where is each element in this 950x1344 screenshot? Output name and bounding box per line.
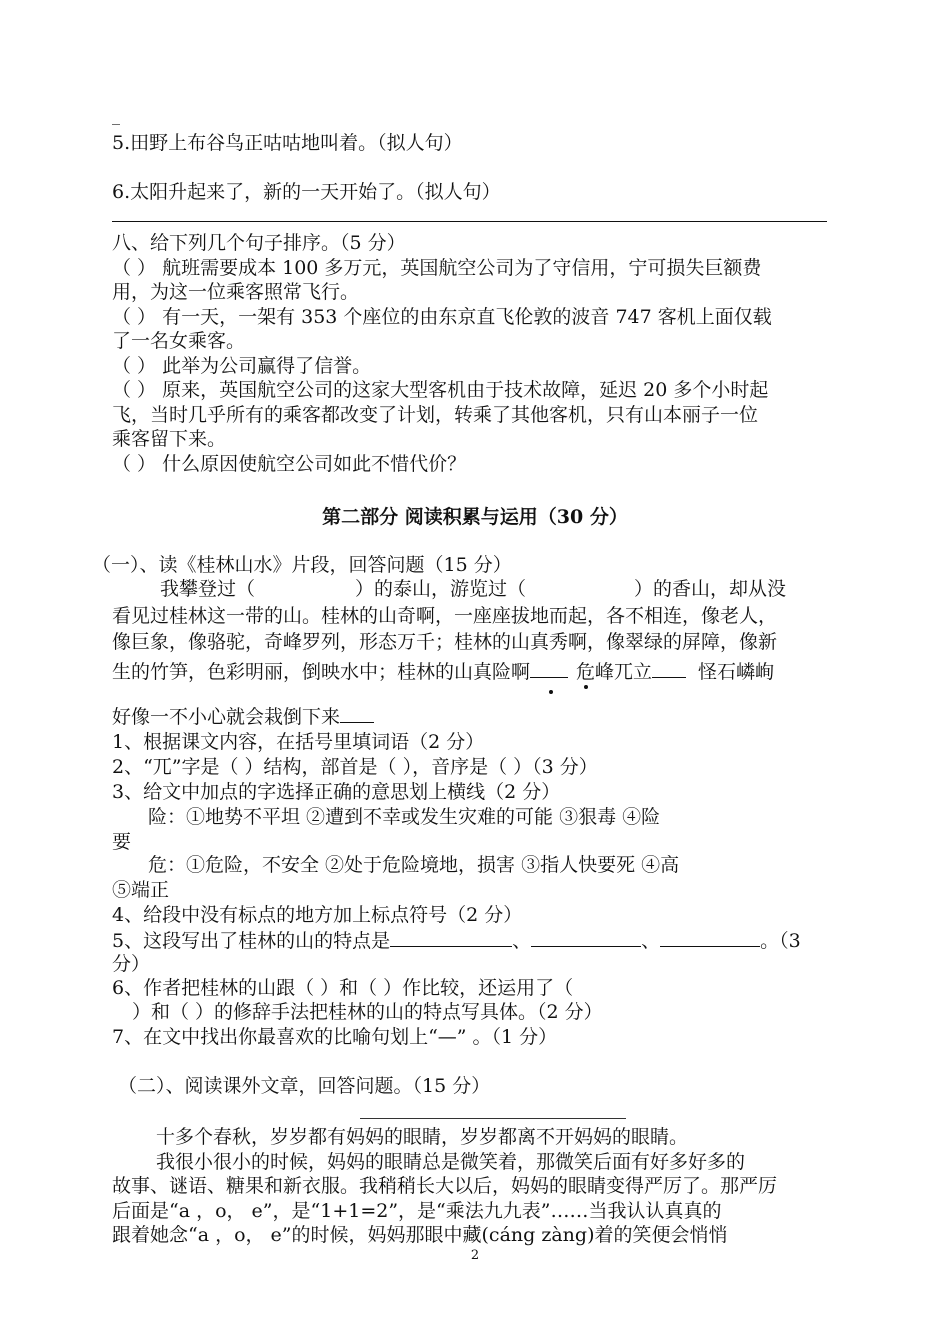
passage-line-1-a: 我攀登过（ bbox=[160, 578, 256, 600]
question-3-wei-line-2: ⑤端正 bbox=[112, 879, 170, 901]
passage-line-5 bbox=[112, 704, 374, 729]
part-2-heading: 第二部分 阅读积累与运用（30 分） bbox=[322, 506, 628, 528]
reading-1-question-4: 4、给段中没有标点的地方加上标点符号（2 分） bbox=[112, 904, 523, 926]
passage-line-1 bbox=[160, 577, 786, 601]
article-line-5: 跟着她念“a ，o， e”的时候，妈妈那眼中藏(cáng zàng)着的笑便会悄悄 bbox=[112, 1224, 728, 1246]
sentence-4-line-1: （ ） 原来，英国航空公司的这家大型客机由于技术故障，延迟 20 多个小时起 bbox=[112, 379, 769, 401]
answer-blank-2 bbox=[531, 928, 641, 947]
top-mark: _ bbox=[112, 106, 120, 125]
passage-line-4-c3: 怪石嶙峋 bbox=[698, 661, 775, 683]
article-line-4: 后面是“a ，o， e”，是“1+1=2”，是“乘法九九表”……当我认认真真的 bbox=[112, 1200, 722, 1222]
page-number: 2 bbox=[470, 1248, 480, 1263]
question-6: 6.太阳升起来了，新的一天开始了。（拟人句） bbox=[112, 181, 501, 203]
question-5-sep-2: 、 bbox=[641, 930, 661, 952]
sentence-2-line-1: （ ） 有一天，一架有 353 个座位的由东京直飞伦敦的波音 747 客机上面仅载 bbox=[112, 306, 772, 328]
section-8-title: 八、给下列几个句子排序。（5 分） bbox=[112, 232, 406, 254]
passage-line-1-c: ）的香山，却从没 bbox=[634, 578, 787, 600]
question-5-end: 。（3 bbox=[760, 930, 801, 952]
passage-line-4-c2: 峰兀立 bbox=[595, 661, 653, 683]
question-5-sep-1: 、 bbox=[512, 930, 532, 952]
reading-1-question-2: 2、“兀”字是（ ）结构，部首是（ ），音序是（ ）（3 分） bbox=[112, 756, 598, 778]
reading-1-question-6-line-1: 6、作者把桂林的山跟（ ）和（ ）作比较，还运用了（ bbox=[112, 977, 574, 999]
reading-1-question-5 bbox=[112, 928, 801, 953]
punctuation-blank-3 bbox=[340, 704, 374, 723]
passage-line-4-text: 生的竹笋，色彩明丽，倒映水中；桂林的山真险啊 bbox=[112, 661, 531, 683]
reading-1-question-1: 1、根据课文内容，在括号里填词语（2 分） bbox=[112, 731, 485, 753]
reading-1-question-3: 3、给文中加点的字选择正确的意思划上横线（2 分） bbox=[112, 781, 561, 803]
answer-line bbox=[112, 221, 827, 222]
passage-line-3: 像巨象，像骆驼，奇峰罗列，形态万千；桂林的山真秀啊，像翠绿的屏障，像新 bbox=[112, 631, 778, 653]
article-line-1: 十多个春秋，岁岁都有妈妈的眼睛，岁岁都离不开妈妈的眼睛。 bbox=[156, 1126, 689, 1148]
passage-line-1-b: ）的泰山，游览过（ bbox=[355, 578, 527, 600]
article-line-2: 我很小很小的时候，妈妈的眼睛总是微笑着，那微笑后面有好多好多的 bbox=[156, 1151, 746, 1173]
sentence-1-line-2: 用，为这一位乘客照常飞行。 bbox=[112, 281, 360, 303]
punctuation-blank-1 bbox=[530, 659, 568, 678]
dot-under-xian bbox=[549, 690, 553, 694]
question-3-xian-line-2: 要 bbox=[112, 831, 132, 853]
question-5: 5.田野上布谷鸟正咕咕地叫着。（拟人句） bbox=[112, 132, 463, 154]
reading-1-title: （一）、读《桂林山水》片段，回答问题（15 分） bbox=[92, 554, 512, 576]
passage-line-4 bbox=[112, 659, 774, 684]
article-line-3: 故事、谜语、糖果和新衣服。我稍稍长大以后，妈妈的眼睛变得严厉了。那严厉 bbox=[112, 1175, 778, 1197]
reading-1-question-5-line-2: 分） bbox=[112, 953, 151, 975]
punctuation-blank-2 bbox=[652, 659, 686, 678]
question-5-text: 5、这段写出了桂林的山的特点是 bbox=[112, 930, 391, 952]
sentence-2-line-2: 了一名女乘客。 bbox=[112, 330, 246, 352]
sentence-4-line-2: 飞，当时几乎所有的乘客都改变了计划，转乘了其他客机，只有山本丽子一位 bbox=[112, 404, 759, 426]
question-3-xian-line-1: 险：①地势不平坦 ②遭到不幸或发生灾难的可能 ③狠毒 ④险 bbox=[148, 806, 661, 828]
sentence-1-line-1: （ ） 航班需要成本 100 多万元，英国航空公司为了守信用，宁可损失巨额费 bbox=[112, 257, 762, 279]
sentence-3: （ ） 此举为公司赢得了信誉。 bbox=[112, 355, 372, 377]
sentence-4-line-3: 乘客留下来。 bbox=[112, 428, 227, 450]
reading-1-question-7: 7、在文中找出你最喜欢的比喻句划上“—” 。（1 分） bbox=[112, 1026, 558, 1048]
reading-2-title: （二）、阅读课外文章，回答问题。（15 分） bbox=[118, 1075, 491, 1097]
passage-line-2: 看见过桂林这一带的山。桂林的山奇啊，一座座拔地而起，各不相连，像老人， bbox=[112, 605, 778, 627]
answer-blank-3 bbox=[660, 928, 760, 947]
question-3-wei-line-1: 危：①危险，不安全 ②处于危险境地，损害 ③指人快要死 ④高 bbox=[148, 854, 680, 876]
sentence-5: （ ） 什么原因使航空公司如此不惜代价？ bbox=[112, 453, 467, 475]
passage-line-5-text: 好像一不小心就会栽倒下来 bbox=[112, 706, 341, 728]
dotted-char-wei: 危 bbox=[576, 661, 596, 683]
reading-1-question-6-line-2: ）和（ ）的修辞手法把桂林的山的特点写具体。（2 分） bbox=[132, 1001, 603, 1023]
answer-blank-1 bbox=[390, 928, 512, 947]
article-title-blank bbox=[360, 1118, 626, 1119]
